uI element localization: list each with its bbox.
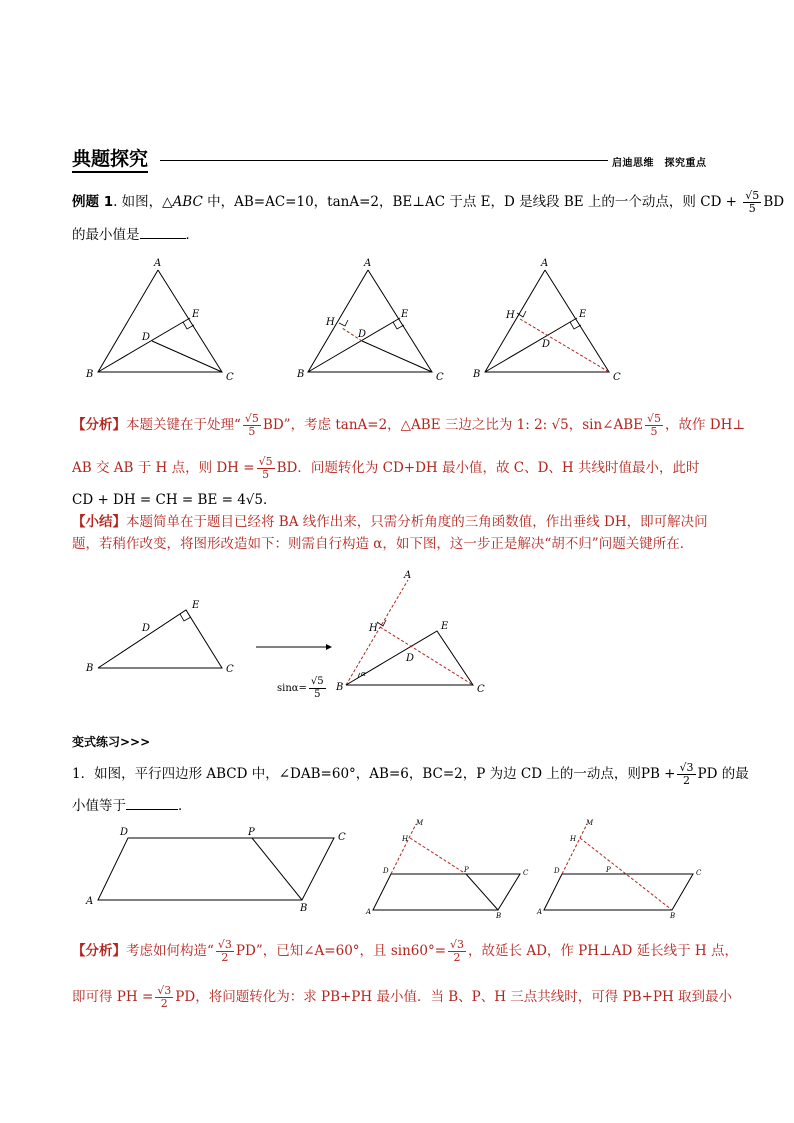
svg-text:B: B	[473, 369, 481, 380]
svg-text:A: A	[364, 258, 372, 269]
analysis1-line2: AB 交 AB 于 H 点，则 DH = $\frac{√5}{5}$ BD．问题转化为 CD+DH 最小值，故 C、D、H 共线时值最小，此时	[72, 455, 700, 481]
svg-text:D: D	[120, 827, 129, 838]
figure-4	[85, 600, 234, 675]
svg-text:B: B	[336, 682, 344, 693]
analysis2-line1: 【分析】考虑如何构造“ $\frac{√3}{2}$ PD”，已知∠A=60°，且 sin60°= $\frac{√3}{2}$ ，故延长 AD，作 PH⊥AD 延长线于 H 点，	[72, 938, 738, 964]
svg-text:C: C	[696, 869, 702, 877]
svg-text:M: M	[586, 819, 594, 827]
analysis2-line2: 即可得 PH = $\frac{√3}{2}$ PD，将问题转化为：求 PB+PH 最小值．当 B、P、H 三点共线时，可得 PB+PH 取到最小	[72, 984, 733, 1010]
svg-text:P: P	[606, 866, 611, 874]
svg-text:C: C	[477, 684, 485, 695]
svg-text:D: D	[358, 329, 367, 340]
svg-text:B: B	[86, 663, 94, 674]
svg-text:A: A	[86, 896, 94, 907]
svg-text:D: D	[554, 867, 560, 875]
svg-text:B: B	[496, 912, 502, 920]
section-title: 典题探究	[72, 148, 148, 173]
example-label: 例题 1	[72, 194, 114, 210]
svg-text:A: A	[541, 258, 549, 269]
svg-text:B: B	[670, 912, 676, 920]
summary-line1: 【小结】本题简单在于题目已经将 BA 线作出来，只需分析角度的三角函数值，作出垂线 DH，即可解决问	[72, 514, 708, 530]
svg-text:E: E	[579, 309, 587, 320]
svg-text:C: C	[338, 832, 346, 843]
figure-7	[365, 819, 529, 920]
analysis1-line1: 【分析】本题关键在于处理“ $\frac{√5}{5}$ BD”，考虑 tanA=2，△ABE 三边之比为 1: 2: √5，sin∠ABE $\frac{√5}{5}$ ，故作 DH⊥	[72, 412, 746, 438]
label-E: E	[192, 309, 200, 320]
label-D: D	[142, 332, 151, 343]
figure-6	[85, 827, 346, 914]
variant-q1-line1: 1．如图，平行四边形 ABCD 中，∠DAB=60°，AB=6，BC=2，P 为边 CD 上的一动点，则PB + $\frac{√3}{2}$ PD 的最	[72, 761, 749, 787]
figure-3	[472, 258, 621, 383]
svg-text:A: A	[366, 908, 372, 916]
figure-8	[536, 819, 702, 920]
figure-1	[85, 258, 234, 383]
svg-text:H: H	[369, 623, 378, 634]
alpha-label: α	[361, 670, 366, 678]
svg-text:E: E	[192, 600, 200, 611]
svg-text:H: H	[326, 317, 335, 328]
figure-5	[335, 570, 485, 695]
svg-text:C: C	[226, 664, 234, 675]
label-C: C	[226, 372, 234, 383]
svg-text:D: D	[406, 653, 415, 664]
summary-tag: 【小结】	[72, 514, 126, 530]
label-A: A	[154, 258, 162, 269]
analysis1-line3: CD + DH = CH = BE = 4√5．	[72, 492, 277, 508]
svg-text:D: D	[142, 623, 151, 634]
svg-text:D: D	[542, 339, 551, 350]
svg-text:D: D	[383, 867, 389, 875]
parallelogram-figures	[80, 819, 720, 921]
label-B: B	[86, 369, 94, 380]
svg-text:A: A	[537, 908, 543, 916]
fraction: $\frac{√5}{5}$	[745, 189, 760, 215]
analysis-tag: 【分析】	[72, 417, 126, 433]
answer-blank-2	[126, 797, 178, 810]
figure-2	[296, 258, 444, 383]
svg-text:C: C	[613, 372, 621, 383]
svg-text:H: H	[506, 310, 515, 321]
variant-q1-line2: 小值等于 ．	[72, 798, 192, 814]
svg-text:B: B	[297, 369, 305, 380]
arrow	[256, 644, 332, 650]
svg-text:E: E	[441, 621, 449, 632]
svg-text:C: C	[436, 372, 444, 383]
triangle-figures	[80, 255, 720, 385]
svg-text:M: M	[416, 819, 424, 827]
summary-line2: 题，若稍作改变，将图形改造如下：则需自行构造 α，如下图，这一步正是解决“胡不归”问题关键所在．	[72, 536, 694, 552]
svg-text:A: A	[404, 570, 412, 581]
sin-alpha-label: sinα= $\frac{√5}{5}$	[277, 676, 324, 700]
svg-text:P: P	[464, 866, 469, 874]
svg-text:B: B	[300, 903, 308, 914]
section-rule	[160, 160, 608, 161]
example1-line1: 例题 1. 如图，△ABC 中，AB=AC=10，tanA=2，BE⊥AC 于点 E，D 是线段 BE 上的一个动点，则 CD + $\frac{√5}{5}$ BD	[72, 189, 785, 215]
example1-line2: 的最小值是 ．	[72, 227, 199, 243]
svg-text:H: H	[402, 835, 409, 843]
svg-text:E: E	[401, 309, 409, 320]
answer-blank	[140, 226, 186, 239]
svg-text:C: C	[523, 869, 529, 877]
section-tag: 启迪思维 探究重点	[612, 158, 707, 169]
variant-title: 变式练习>>>	[72, 735, 151, 749]
label-P: P	[248, 827, 255, 838]
svg-text:H: H	[570, 835, 577, 843]
